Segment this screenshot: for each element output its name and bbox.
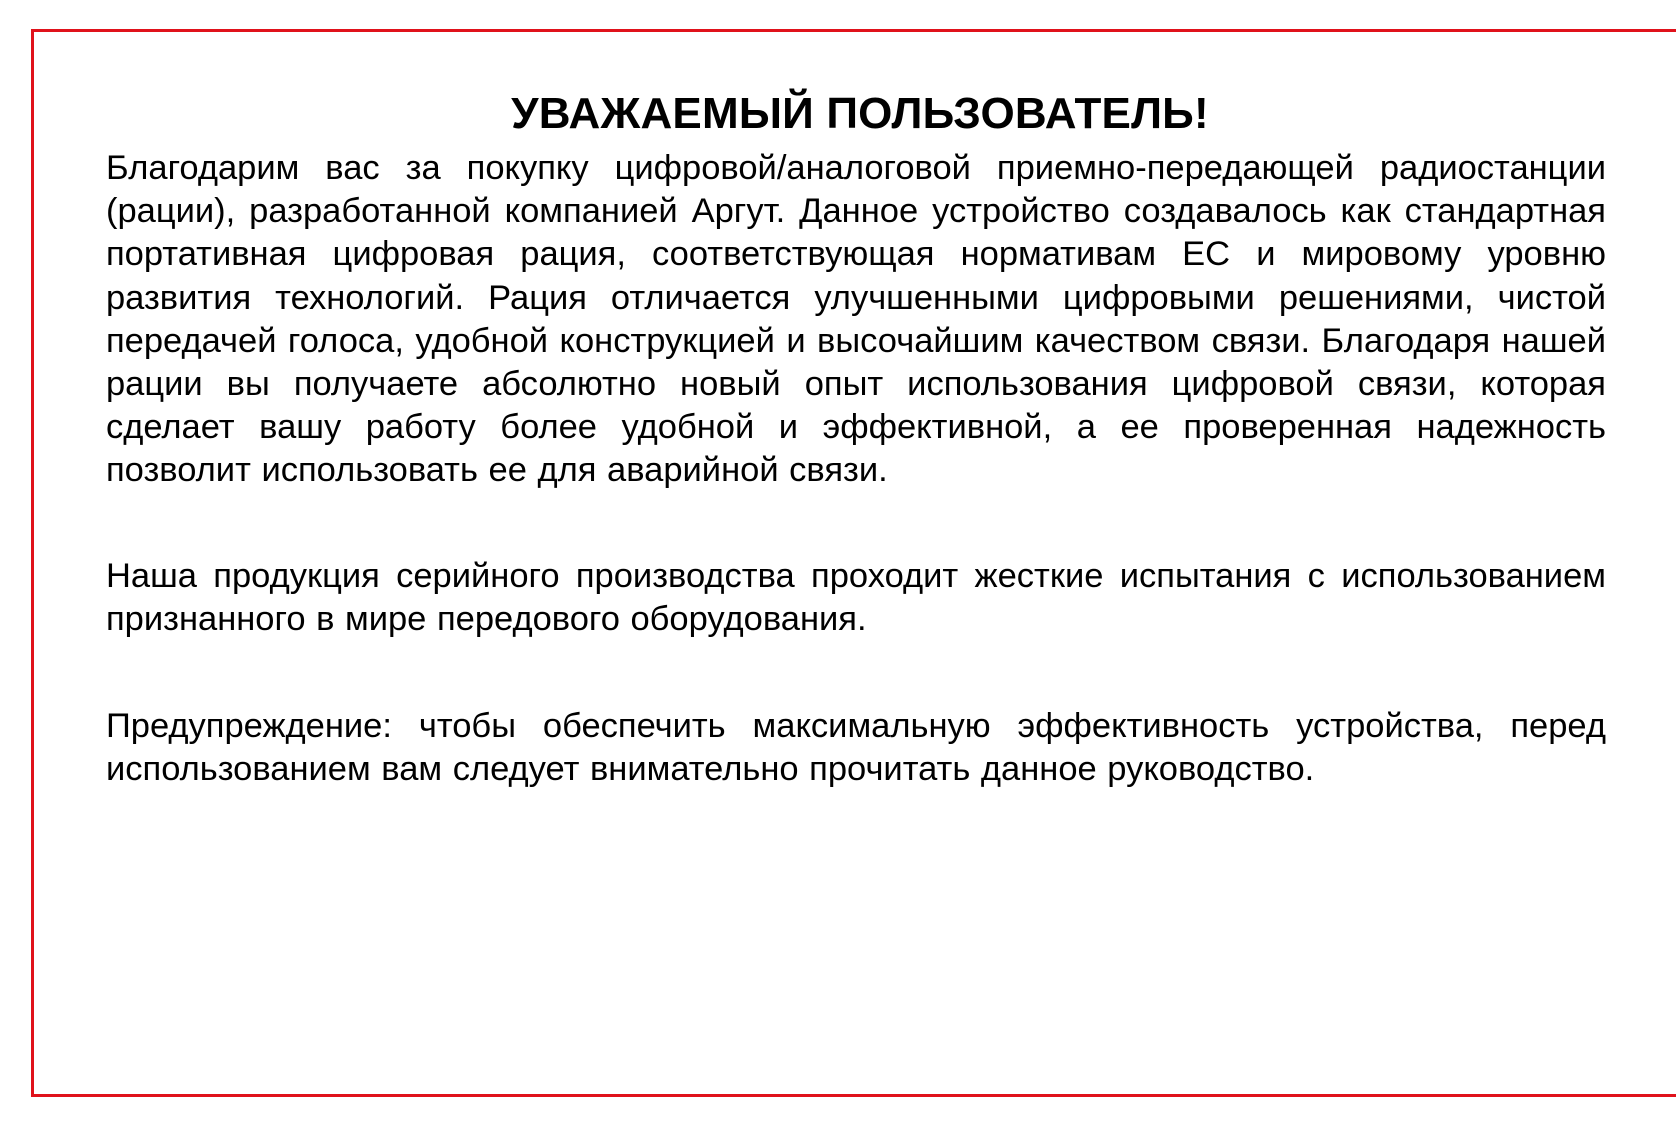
page-title: УВАЖАЕМЫЙ ПОЛЬЗОВАТЕЛЬ! [511, 89, 1209, 138]
testing-paragraph: Наша продукция серийного производства проходит жесткие испытания с использованием признанного в мире передового оборудования. [106, 557, 1606, 639]
intro-paragraph: Благодарим вас за покупку цифровой/аналоговой приемно-передающей радиостанции (рации), разработанной компанией Аргут. Данное устройство создавалось как стандартная портативная цифровая рация, соответствующая нормативам ЕС и мировому уровню развития технологий. Рация отличается улучшенными цифровыми решениями, чистой передачей голоса, удобной конструкцией и высочайшим качеством связи. Благодаря нашей рации вы получаете абсолютно новый опыт использования цифровой связи, которая сделает вашу работу более удобной и эффективной, а ее проверенная надежность позволит использовать ее для аварийной связи. [106, 149, 1606, 490]
warning-paragraph: Предупреждение: чтобы обеспечить максимальную эффективность устройства, перед использованием вам следует внимательно прочитать данное руководство. [106, 707, 1606, 789]
